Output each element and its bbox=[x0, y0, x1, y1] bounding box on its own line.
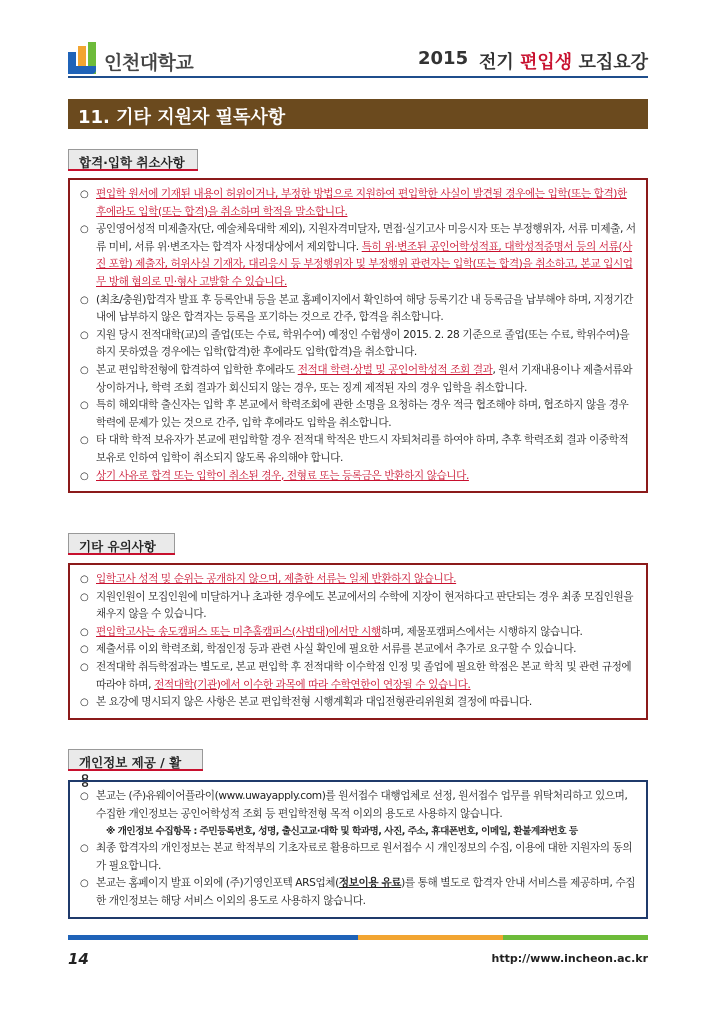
notice-item bbox=[80, 694, 636, 712]
header-title-suffix: 모집요강 bbox=[572, 52, 648, 73]
notice-item bbox=[80, 292, 636, 327]
notice-item bbox=[80, 624, 636, 642]
privacy-collection-note: ※ 개인정보 수집항목 : 주민등록번호, 성명, 출신고교·대학 및 학과명, 사진, 주소, 휴대폰번호, 이메일, 환불계좌번호 등 bbox=[106, 826, 578, 838]
header-year: 2015 bbox=[418, 48, 469, 69]
notice-item bbox=[80, 571, 636, 589]
notice-text: , 원서 기재내용이나 제출서류와 상이하거나, 학력 조회 결과가 회신되지 않는 경우, 또는 징계 제적된 자의 경우 입학을 취소합니다. bbox=[96, 363, 633, 394]
footer-color-bar bbox=[68, 935, 648, 940]
emphasis-text: 입학고사 성적 및 순위는 공개하지 않으며, 제출한 서류는 일체 반환하지 않습니다. bbox=[96, 573, 457, 585]
university-logo-icon bbox=[68, 42, 98, 74]
notice-text: 정보이용 유료 bbox=[338, 877, 402, 890]
emphasis-text: 특히 위·변조된 공인어학성적표, 대학성적증명서 등의 서류(사진 포함) 제출자, 허위사실 기재자, 대리응시 등 부정행위자 및 부정행위 관련자는 입학(또는 합격)을 취소하고, 본교 입시업무 방해 혐의로 민·형사 고발할 수 있습니다. bbox=[96, 240, 633, 288]
notice-text: 본교 편입학전형에 합격하여 입학한 후에라도 bbox=[96, 363, 298, 376]
notice-text: 본교는 (주)유웨이어플라이(www.uwayapply.com)를 원서접수 대행업체로 선정, 원서접수 업무를 위탁처리하고 있으며, 수집한 개인정보는 공인어학성적 조회 등 편입학전형 목적 이외의 용도로 사용하지 않습니다. bbox=[96, 790, 628, 820]
notice-text: 제출서류 이외 학력조회, 학점인정 등과 관련 사실 확인에 필요한 서류를 본교에서 추가로 요구할 수 있습니다. bbox=[96, 643, 577, 656]
admission-cancel-box bbox=[68, 178, 648, 493]
subhead-label: 개인정보 제공 / 활용 bbox=[68, 749, 203, 769]
notice-item bbox=[80, 468, 636, 486]
notice-item bbox=[80, 840, 636, 875]
notice-item bbox=[80, 186, 636, 221]
notice-text: 최종 합격자의 개인정보는 본교 학적부의 기초자료로 활용하므로 원서접수 시 개인정보의 수집, 이용에 대한 지원자의 동의가 필요합니다. bbox=[96, 842, 633, 872]
notice-item bbox=[80, 432, 636, 467]
subhead-admission-cancel bbox=[68, 149, 198, 171]
notice-item bbox=[80, 589, 636, 624]
page-number: 14 bbox=[68, 950, 89, 968]
notice-text: (최초/충원)합격자 발표 후 등록안내 등을 본교 홈페이지에서 확인하여 해당 등록기간 내 등록금을 납부해야 하며, 지정기간 내에 납부하지 않은 합격자는 등록을 포기하는 것으로 간주, 합격을 취소합니다. bbox=[96, 293, 633, 324]
notice-item bbox=[80, 221, 636, 291]
notice-item bbox=[80, 641, 636, 659]
university-name: 인천대학교 bbox=[104, 52, 194, 74]
notice-text: 본교는 홈페이지 발표 이외에 (주)기영인포텍 ARS업체( bbox=[96, 877, 339, 890]
notice-text: 지원인원이 모집인원에 미달하거나 초과한 경우에도 본교에서의 수학에 지장이 현저하다고 판단되는 경우 최종 모집인원을 채우지 않을 수 있습니다. bbox=[96, 590, 634, 621]
subhead-privacy bbox=[68, 749, 203, 788]
emphasis-text: 전적대 학력·상벌 및 공인어학성적 조회 결과 bbox=[297, 363, 493, 376]
page-header bbox=[68, 40, 648, 80]
section-banner bbox=[68, 99, 648, 129]
footer-url[interactable]: http://www.incheon.ac.kr bbox=[491, 952, 648, 965]
notice-item bbox=[80, 327, 636, 362]
section-title: 11. 기타 지원자 필독사항 bbox=[78, 107, 286, 128]
notice-text: 전적대학 취득학점과는 별도로, 본교 편입학 후 전적대학 이수학점 인정 및 졸업에 필요한 학점은 본교 학칙 및 관련 규정에 따라야 하며, bbox=[96, 660, 632, 691]
privacy-box bbox=[68, 780, 648, 919]
notice-text: )를 통해 별도로 합격자 안내 서비스를 제공하며, 수집한 개인정보는 해당 서비스 이외의 용도로 사용하지 않습니다. bbox=[96, 877, 636, 907]
notice-text: 하며, 제물포캠퍼스에서는 시행하지 않습니다. bbox=[380, 625, 583, 638]
header-title bbox=[479, 48, 648, 74]
emphasis-text: 편입학고사는 송도캠퍼스 또는 미추홀캠퍼스(사범대)에서만 시행 bbox=[96, 625, 381, 638]
notice-text: 타 대학 학적 보유자가 본교에 편입학할 경우 전적대 학적은 반드시 자퇴처리를 하여야 하며, 추후 학력조회 결과 이중학적 보유로 인하여 입학이 취소되지 않도록 유의해야 합니다. bbox=[96, 434, 629, 464]
notice-text: 본 요강에 명시되지 않은 사항은 본교 편입학전형 시행계획과 대입전형관리위원회 결정에 따릅니다. bbox=[96, 696, 532, 709]
subhead-label: 합격·입학 취소사항 bbox=[68, 149, 198, 169]
emphasis-text: 전적대학(기관)에서 이수한 과목에 따라 수학연한이 연장될 수 있습니다. bbox=[154, 678, 471, 691]
notice-text: 공인영어성적 미제출자(단, 예술체육대학 제외), 지원자격미달자, 면접·실기고사 미응시자 또는 부정행위자, 서류 미제출, 서류 미비, 서류 위·변조자는 합격자 사정대상에서 제외합니다. bbox=[96, 223, 636, 253]
other-notes-box bbox=[68, 563, 648, 720]
subhead-label: 기타 유의사항 bbox=[68, 533, 175, 553]
subhead-other-notes bbox=[68, 533, 175, 555]
notice-text: 지원 당시 전적대학(교)의 졸업(또는 수료, 학위수여) 예정인 수험생이 2015. 2. 28 기준으로 졸업(또는 수료, 학위수여)을 하지 못하였을 경우에는 입학(합격)한 후에라도 입학(합격)을 취소합니다. bbox=[96, 328, 630, 359]
header-title-prefix: 전기 bbox=[478, 52, 520, 73]
header-title-accent: 편입생 bbox=[520, 52, 573, 73]
notice-item bbox=[80, 875, 636, 910]
emphasis-text: 상기 사유로 합격 또는 입학이 취소된 경우, 전형료 또는 등록금은 반환하지 않습니다. bbox=[96, 469, 469, 482]
header-divider bbox=[68, 76, 648, 78]
notice-item bbox=[80, 788, 636, 823]
notice-item bbox=[80, 362, 636, 397]
notice-text: 특히 해외대학 출신자는 입학 후 본교에서 학력조회에 관한 소명을 요청하는 경우 적극 협조해야 하며, 협조하지 않을 경우 학력에 문제가 있는 것으로 간주, 입학 후에라도 입학을 취소합니다. bbox=[96, 399, 629, 429]
notice-item bbox=[80, 397, 636, 432]
emphasis-text: 편입학 원서에 기재된 내용이 허위이거나, 부정한 방법으로 지원하여 편입학한 사실이 발견될 경우에는 입학(또는 합격)한 후에라도 입학(또는 합격)을 취소하며 학적을 말소합니다. bbox=[96, 188, 627, 218]
notice-item bbox=[80, 659, 636, 694]
